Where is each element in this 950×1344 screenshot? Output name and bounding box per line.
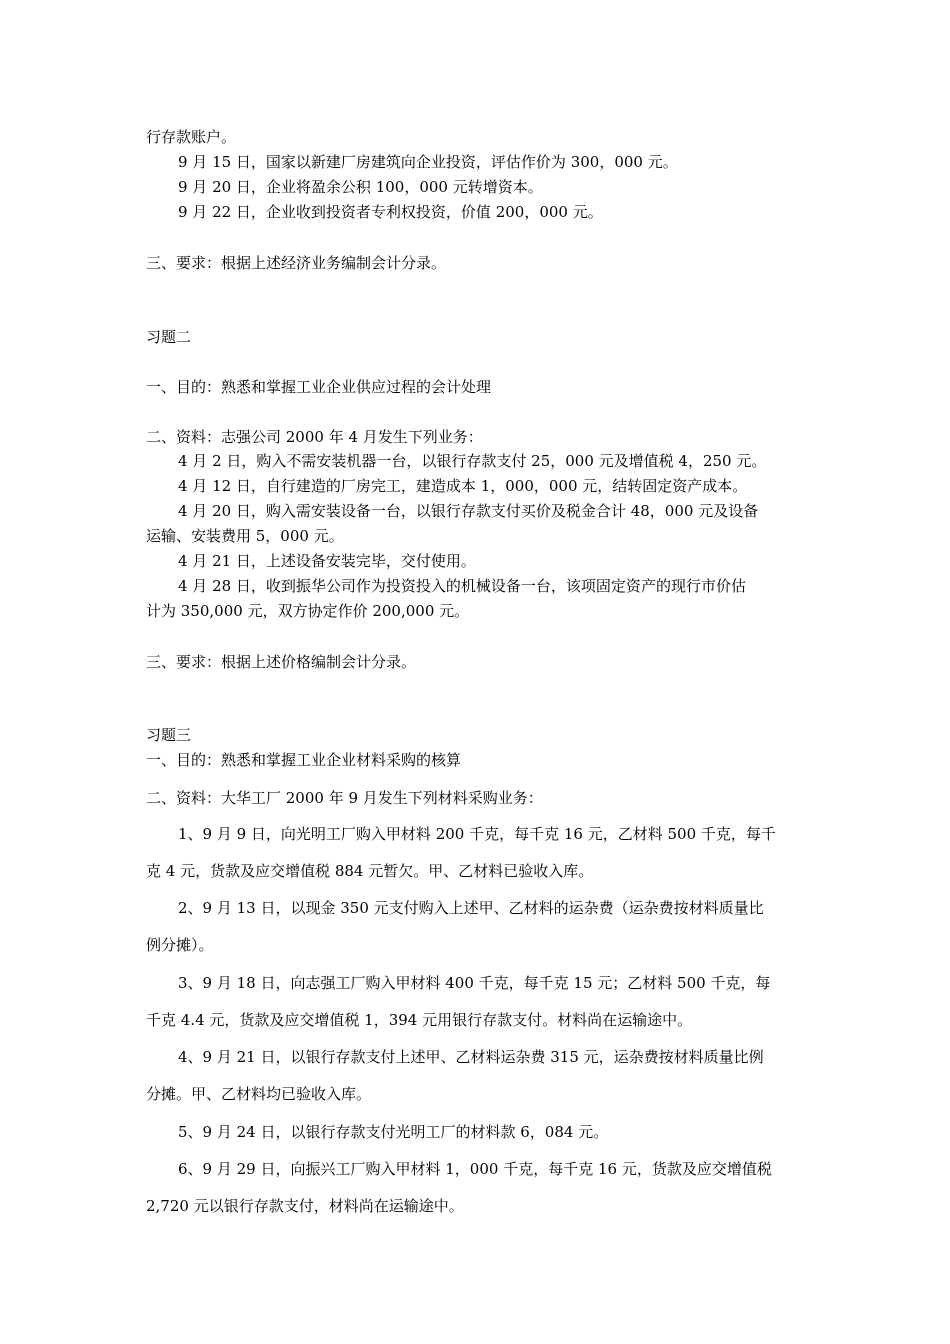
text-line: 计为 350,000 元，双方协定作价 200,000 元。: [146, 602, 470, 620]
requirement-line: 三、要求：根据上述价格编制会计分录。: [146, 653, 417, 671]
text-line: 6、9 月 29 日，向振兴工厂购入甲材料 1，000 千克，每千克 16 元，货款及应交增值税: [178, 1160, 772, 1178]
exercise-title: 习题三: [146, 726, 192, 744]
text-line: 4 月 21 日，上述设备安装完毕，交付使用。: [178, 552, 476, 570]
text-line: 千克 4.4 元，货款及应交增值税 1，394 元用银行存款支付。材料尚在运输途中。: [146, 1011, 693, 1029]
text-line: 克 4 元，货款及应交增值税 884 元暂欠。甲、乙材料已验收入库。: [146, 862, 594, 880]
text-line: 4 月 28 日，收到振华公司作为投资投入的机械设备一台，该项固定资产的现行市价估: [178, 577, 746, 595]
goal-line: 一、目的：熟悉和掌握工业企业材料采购的核算: [146, 751, 462, 769]
text-line: 分摊。甲、乙材料均已验收入库。: [146, 1085, 372, 1103]
requirement-line: 三、要求：根据上述经济业务编制会计分录。: [146, 254, 447, 272]
text-line: 9 月 15 日，国家以新建厂房建筑向企业投资，评估作价为 300，000 元。: [178, 153, 678, 171]
goal-line: 一、目的：熟悉和掌握工业企业供应过程的会计处理: [146, 378, 492, 396]
text-line: 5、9 月 24 日，以银行存款支付光明工厂的材料款 6，084 元。: [178, 1123, 609, 1141]
text-line: 运输、安装费用 5，000 元。: [146, 527, 344, 545]
text-line: 4、9 月 21 日，以银行存款支付上述甲、乙材料运杂费 315 元，运杂费按材料质量比例: [178, 1048, 764, 1066]
text-line: 1、9 月 9 日，向光明工厂购入甲材料 200 千克，每千克 16 元，乙材料 500 千克，每千: [178, 825, 776, 843]
data-heading: 二、资料：志强公司 2000 年 4 月发生下列业务：: [146, 428, 483, 446]
text-line: 4 月 2 日，购入不需安装机器一台，以银行存款支付 25，000 元及增值税 4，250 元。: [178, 452, 767, 470]
text-line: 4 月 12 日，自行建造的厂房完工，建造成本 1，000，000 元，结转固定资产成本。: [178, 477, 748, 495]
text-line: 4 月 20 日，购入需安装设备一台，以银行存款支付买价及税金合计 48，000 元及设备: [178, 502, 759, 520]
text-line: 3、9 月 18 日，向志强工厂购入甲材料 400 千克，每千克 15 元；乙材料 500 千克，每: [178, 974, 771, 992]
text-line: 2,720 元以银行存款支付，材料尚在运输途中。: [146, 1197, 464, 1215]
text-line: 2、9 月 13 日，以现金 350 元支付购入上述甲、乙材料的运杂费（运杂费按材料质量比: [178, 899, 764, 917]
data-heading: 二、资料：大华工厂 2000 年 9 月发生下列材料采购业务：: [146, 789, 543, 807]
text-line: 9 月 22 日，企业收到投资者专利权投资，价值 200，000 元。: [178, 203, 603, 221]
text-line: 行存款账户。: [146, 128, 237, 146]
text-line: 例分摊）。: [146, 936, 214, 954]
text-line: 9 月 20 日，企业将盈余公积 100，000 元转增资本。: [178, 178, 543, 196]
exercise-title: 习题二: [146, 328, 192, 346]
